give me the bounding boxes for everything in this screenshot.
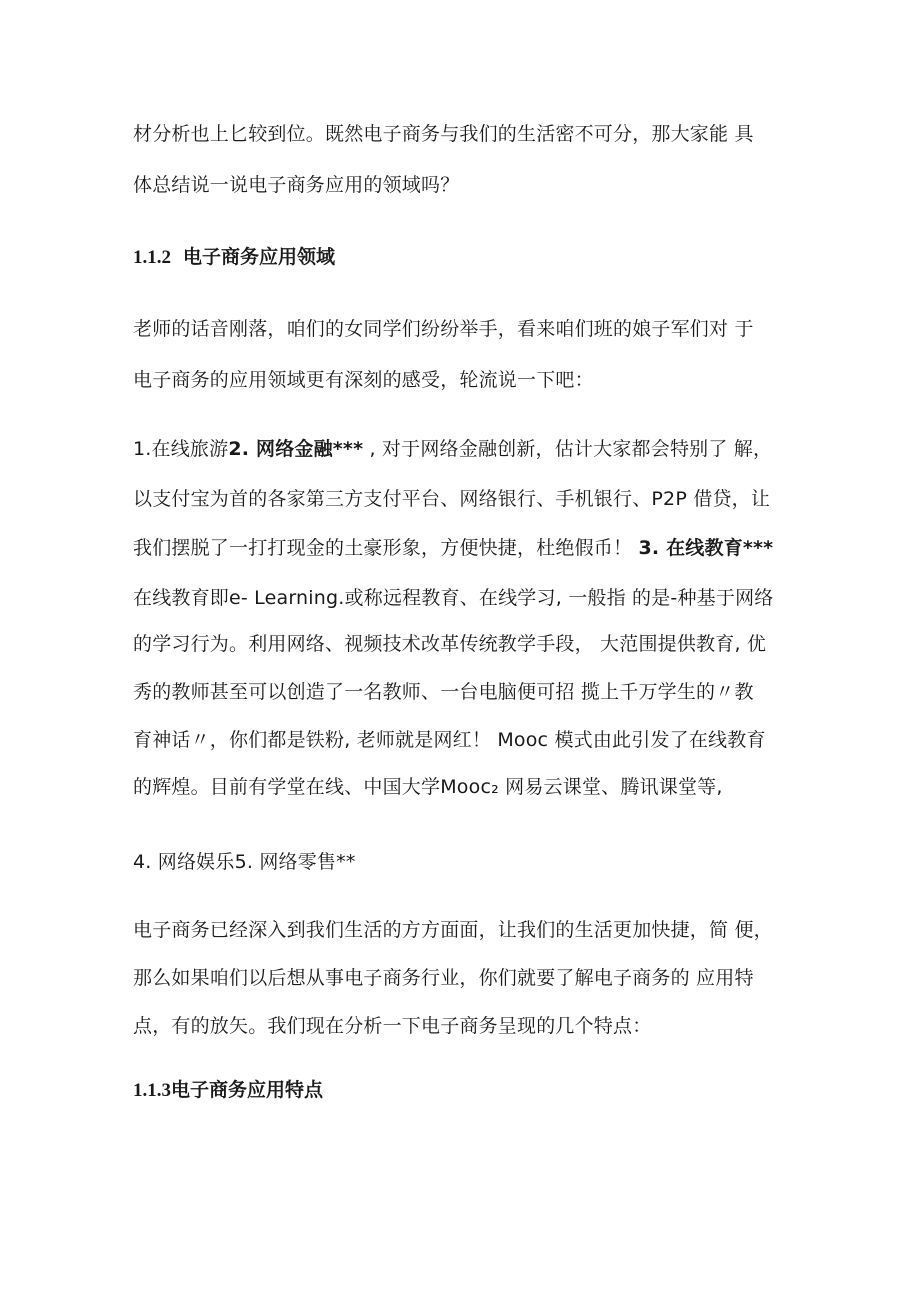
paragraph-line: 秀的教师甚至可以创造了一名教师、一台电脑便可招 揽上千万学生的〃教	[133, 681, 754, 703]
paragraph-text: , 对于网络金融创新，估计大家都会特别了 解，	[363, 438, 773, 460]
paragraph-line: 电子商务已经深入到我们生活的方方面面，让我们的生活更加快捷，简 便，	[133, 919, 773, 941]
paragraph-text: 我们摆脱了一打打现金的土豪形象，方便快捷，杜绝假币！	[133, 537, 639, 559]
paragraph-line: 的辉煌。目前有学堂在线、中国大学Mooc₂ 网易云课堂、腾讯课堂等,	[133, 776, 723, 798]
section-heading-1-1-3	[133, 1077, 323, 1104]
list-item-online-education: 3. 在线教育***	[638, 537, 774, 559]
section-title: 电子商务应用领域	[183, 246, 336, 268]
paragraph-line: 4. 网络娱乐5. 网络零售**	[133, 851, 356, 873]
paragraph-line	[133, 535, 803, 561]
section-number: 1.1.3	[133, 1080, 171, 1101]
section-heading-1-1-2	[133, 244, 335, 271]
paragraph-line: 体总结说一说电子商务应用的领域吗？	[133, 174, 460, 196]
paragraph-line: 育神话〃，你们都是铁粉, 老师就是网红！ Mooc 模式由此引发了在线教育	[133, 729, 766, 751]
paragraph-line: 材分析也上匕较到位。既然电子商务与我们的生活密不可分，那大家能 具	[133, 123, 754, 145]
section-title: 电子商务应用特点	[171, 1079, 324, 1101]
list-item-online-travel: 1.在线旅游	[133, 438, 229, 460]
paragraph-line: 老师的话音刚落，咱们的女同学们纷纷举手，看来咱们班的娘子军们对 于	[133, 318, 754, 340]
paragraph-line: 以支付宝为首的各家第三方支付平台、网络银行、手机银行、P2P 借贷，让	[133, 488, 771, 510]
paragraph-line: 的学习行为。利用网络、视频技术改革传统教学手段， 大范围提供教育, 优	[133, 633, 767, 655]
section-number: 1.1.2	[133, 247, 171, 268]
paragraph-line: 在线教育即e- Learning.或称远程教育、在线学习, 一般指 的是-种基于网络	[133, 587, 774, 609]
paragraph-line: 那么如果咱们以后想从事电子商务行业，你们就要了解电子商务的 应用特	[133, 967, 754, 989]
paragraph-line: 点，有的放矢。我们现在分析一下电子商务呈现的几个特点：	[133, 1015, 652, 1037]
paragraph-line	[133, 436, 803, 462]
list-item-online-finance: 2. 网络金融***	[228, 438, 364, 460]
paragraph-line: 电子商务的应用领域更有深刻的感受，轮流说一下吧：	[133, 369, 594, 391]
